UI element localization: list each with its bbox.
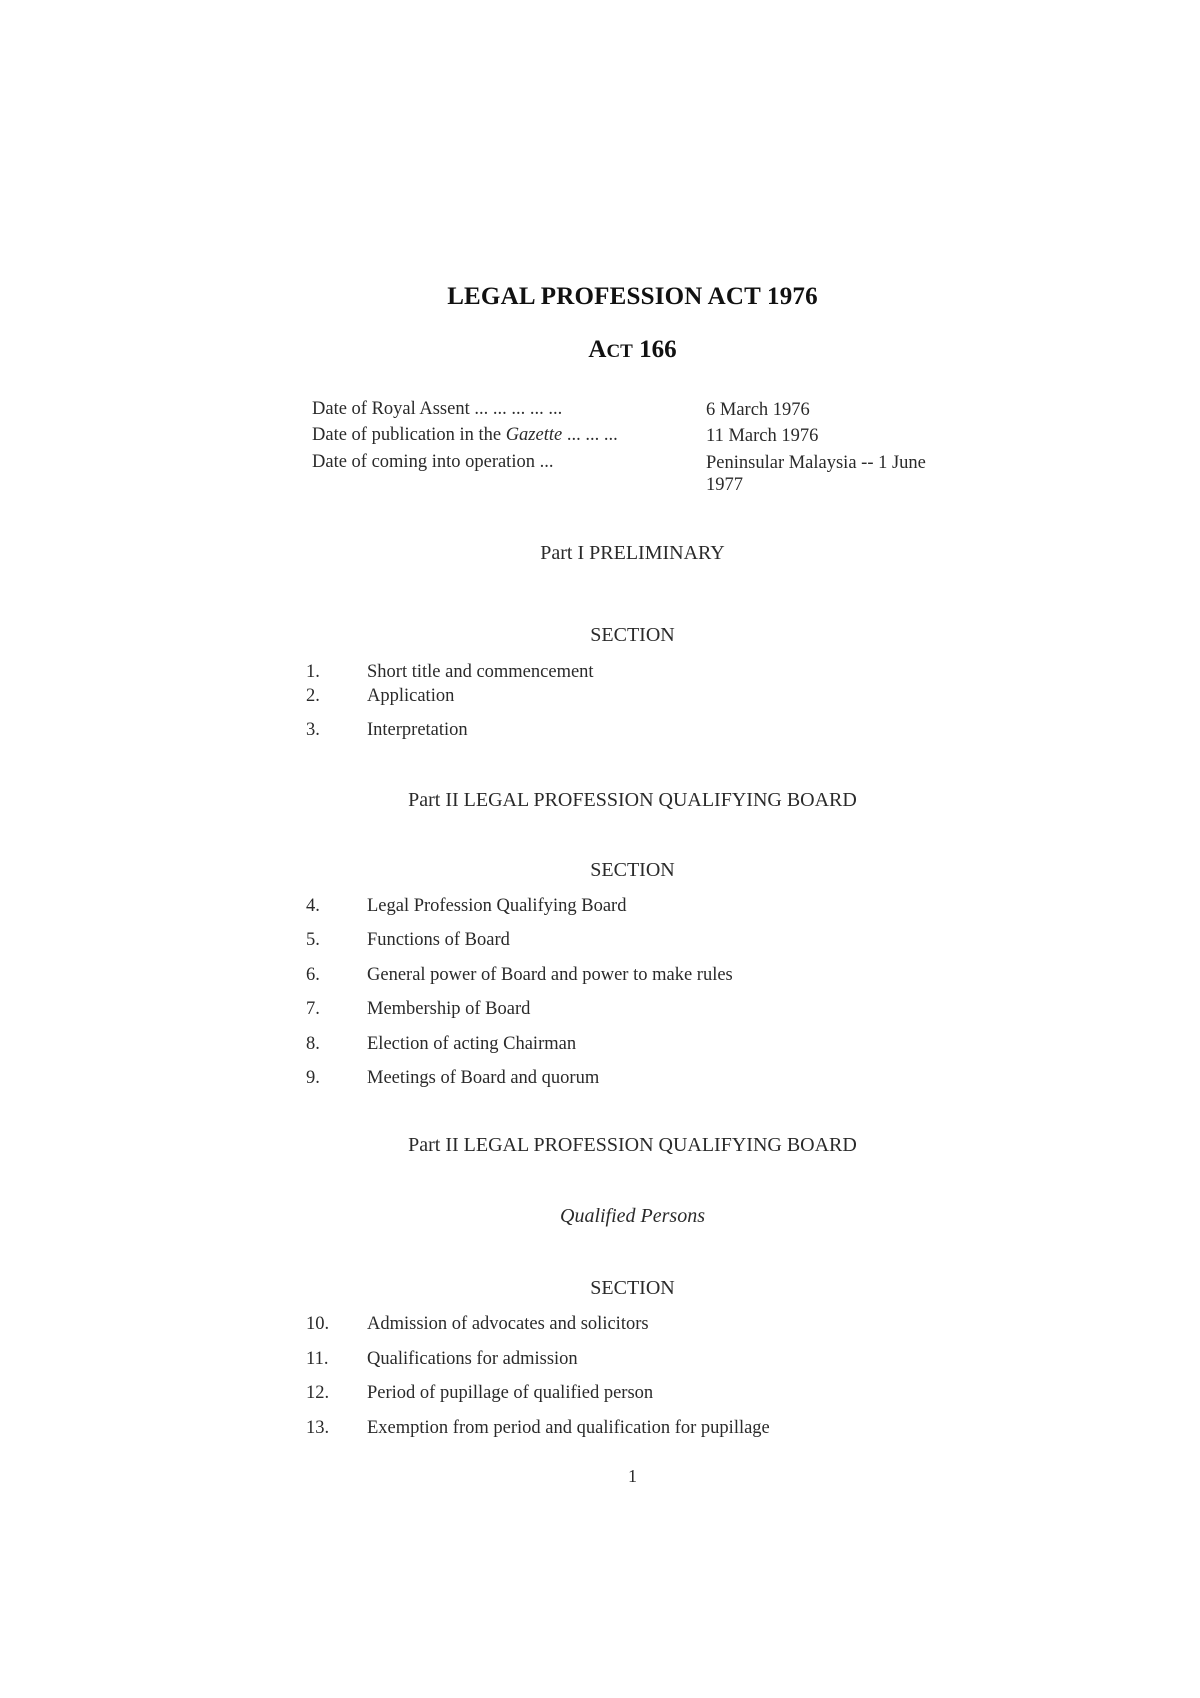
section-title: Interpretation	[367, 720, 468, 740]
date-royal-assent-label	[312, 399, 562, 420]
section-number: 13.	[306, 1418, 330, 1438]
section-number: 6.	[306, 965, 320, 985]
page-number: 1	[628, 1466, 637, 1486]
act-number-value: 166	[639, 336, 677, 363]
date-publication-value: 11 March 1976	[706, 426, 819, 446]
act-number-prefix-cap: A	[588, 336, 607, 363]
part-1-heading: Part I PRELIMINARY	[540, 542, 725, 564]
section-title: Membership of Board	[367, 999, 531, 1019]
qualified-persons-subheading: Qualified Persons	[560, 1205, 705, 1227]
act-number	[0, 336, 1200, 364]
date-operation-value: Peninsular Malaysia -- 1 June 1977	[706, 453, 926, 495]
section-number: 10.	[306, 1314, 330, 1334]
section-title: Functions of Board	[367, 930, 510, 950]
section-title: Qualifications for admission	[367, 1349, 578, 1369]
part-2-section-label: SECTION	[590, 859, 675, 881]
section-title: Application	[367, 686, 455, 706]
date-label-text: Date of coming into operation ...	[312, 452, 554, 472]
part-1-section-label: SECTION	[590, 624, 675, 646]
section-number: 12.	[306, 1383, 330, 1403]
section-title: General power of Board and power to make rules	[367, 965, 733, 985]
date-label-text: Date of publication in the	[312, 425, 506, 445]
section-number: 5.	[306, 930, 320, 950]
part-2-heading: Part II LEGAL PROFESSION QUALIFYING BOARD	[408, 789, 857, 811]
date-label-text: Date of Royal Assent ... ... ... ... ...	[312, 399, 563, 419]
section-title: Admission of advocates and solicitors	[367, 1314, 649, 1334]
section-number: 9.	[306, 1068, 320, 1088]
gazette-italic: Gazette	[505, 425, 563, 445]
part-3-heading: Part II LEGAL PROFESSION QUALIFYING BOARD	[408, 1134, 857, 1156]
section-number: 4.	[306, 896, 320, 916]
part-3-section-label: SECTION	[590, 1277, 675, 1299]
section-number: 8.	[306, 1034, 320, 1054]
section-title: Legal Profession Qualifying Board	[367, 896, 627, 916]
section-number: 11.	[306, 1349, 329, 1369]
date-royal-assent-value: 6 March 1976	[706, 400, 810, 420]
section-title: Period of pupillage of qualified person	[367, 1383, 654, 1403]
date-label-dots: ... ... ...	[562, 425, 618, 445]
section-title: Election of acting Chairman	[367, 1034, 577, 1054]
date-publication-label	[312, 425, 618, 446]
section-number: 7.	[306, 999, 320, 1019]
section-title: Meetings of Board and quorum	[367, 1068, 600, 1088]
section-title: Short title and commencement	[367, 662, 594, 682]
date-operation-label	[312, 452, 553, 473]
section-number: 3.	[306, 720, 320, 740]
section-title: Exemption from period and qualification for pupillage	[367, 1418, 770, 1438]
section-number: 1.	[306, 662, 320, 682]
act-number-prefix-rest: CT	[606, 341, 633, 362]
act-title: LEGAL PROFESSION ACT 1976	[447, 283, 818, 310]
section-number: 2.	[306, 686, 320, 706]
